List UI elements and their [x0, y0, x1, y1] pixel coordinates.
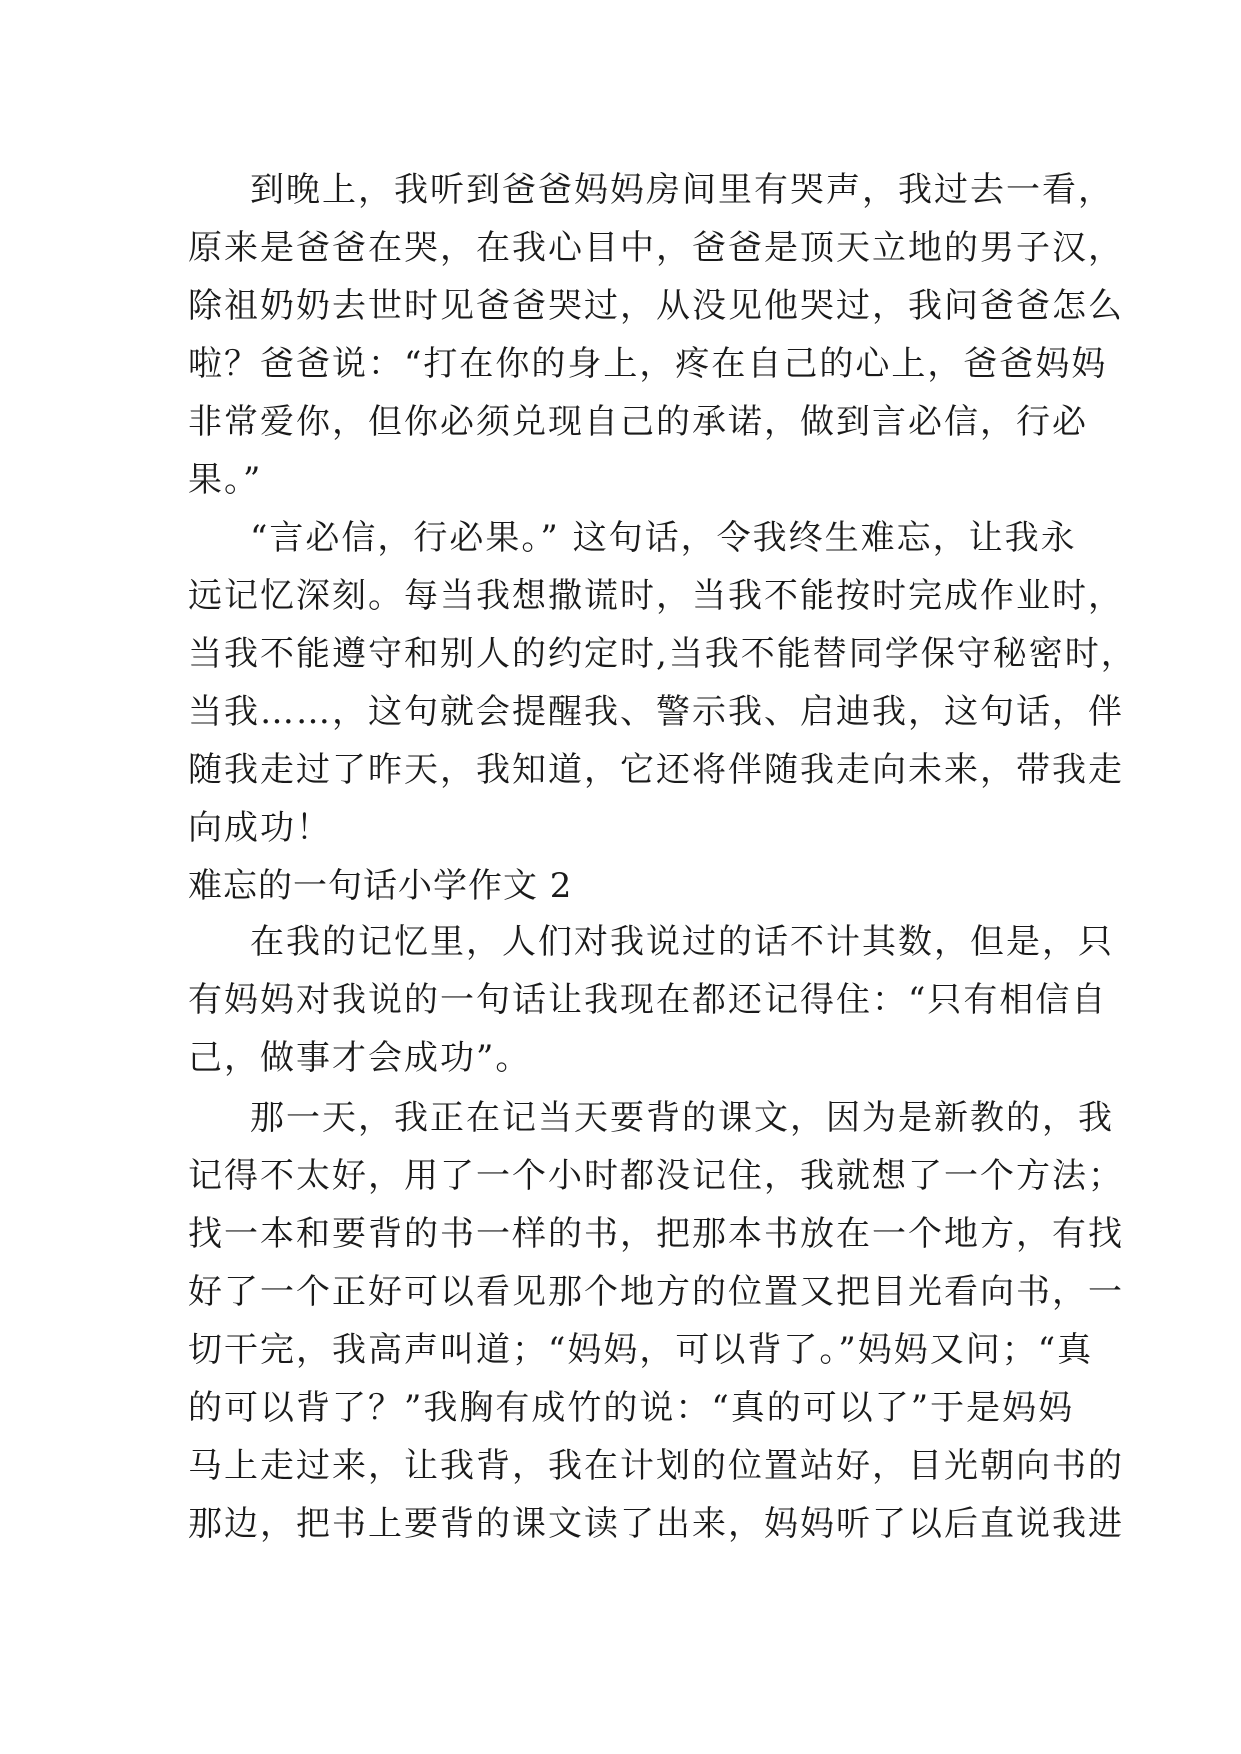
section-heading: 难忘的一句话小学作文 2 — [188, 866, 573, 906]
paragraph-2-line-1: “言必信，行必果。” 这句话，令我终生难忘，让我永 — [250, 518, 1077, 558]
paragraph-2-line-5: 随我走过了昨天，我知道，它还将伴随我走向未来，带我走 — [188, 750, 1124, 790]
paragraph-4-line-4: 好了一个正好可以看见那个地方的位置又把目光看向书，一 — [188, 1272, 1124, 1312]
paragraph-1-line-5: 非常爱你，但你必须兑现自己的承诺，做到言必信，行必 — [188, 402, 1088, 442]
paragraph-2-line-4: 当我……，这句就会提醒我、警示我、启迪我，这句话，伴 — [188, 692, 1124, 732]
paragraph-3-line-3: 己，做事才会成功”。 — [188, 1038, 532, 1078]
paragraph-4-line-6: 的可以背了？”我胸有成竹的说：“真的可以了”于是妈妈 — [188, 1388, 1075, 1428]
paragraph-1-line-4: 啦？爸爸说：“打在你的身上，疼在自己的心上，爸爸妈妈 — [188, 344, 1108, 384]
paragraph-1-line-2: 原来是爸爸在哭，在我心目中，爸爸是顶天立地的男子汉， — [188, 228, 1124, 268]
paragraph-4-line-2: 记得不太好，用了一个小时都没记住，我就想了一个方法； — [188, 1156, 1124, 1196]
paragraph-4-line-3: 找一本和要背的书一样的书，把那本书放在一个地方，有找 — [188, 1214, 1124, 1254]
paragraph-2-line-2: 远记忆深刻。每当我想撒谎时，当我不能按时完成作业时， — [188, 576, 1124, 616]
paragraph-4-line-1: 那一天，我正在记当天要背的课文，因为是新教的，我 — [250, 1098, 1114, 1138]
paragraph-4-line-5: 切干完，我高声叫道；“妈妈，可以背了。”妈妈又问；“真 — [188, 1330, 1094, 1370]
paragraph-4-line-8: 那边，把书上要背的课文读了出来，妈妈听了以后直说我进 — [188, 1504, 1124, 1544]
paragraph-3-line-2: 有妈妈对我说的一句话让我现在都还记得住：“只有相信自 — [188, 980, 1108, 1020]
paragraph-1-line-6: 果。” — [188, 460, 263, 500]
paragraph-2-line-3: 当我不能遵守和别人的约定时,当我不能替同学保守秘密时， — [188, 634, 1137, 674]
paragraph-4-line-7: 马上走过来，让我背，我在计划的位置站好，目光朝向书的 — [188, 1446, 1124, 1486]
paragraph-1-line-1: 到晚上，我听到爸爸妈妈房间里有哭声，我过去一看， — [250, 170, 1114, 210]
paragraph-3-line-1: 在我的记忆里，人们对我说过的话不计其数，但是，只 — [250, 922, 1114, 962]
paragraph-1-line-3: 除祖奶奶去世时见爸爸哭过，从没见他哭过，我问爸爸怎么 — [188, 286, 1124, 326]
paragraph-2-line-6: 向成功！ — [188, 808, 332, 848]
